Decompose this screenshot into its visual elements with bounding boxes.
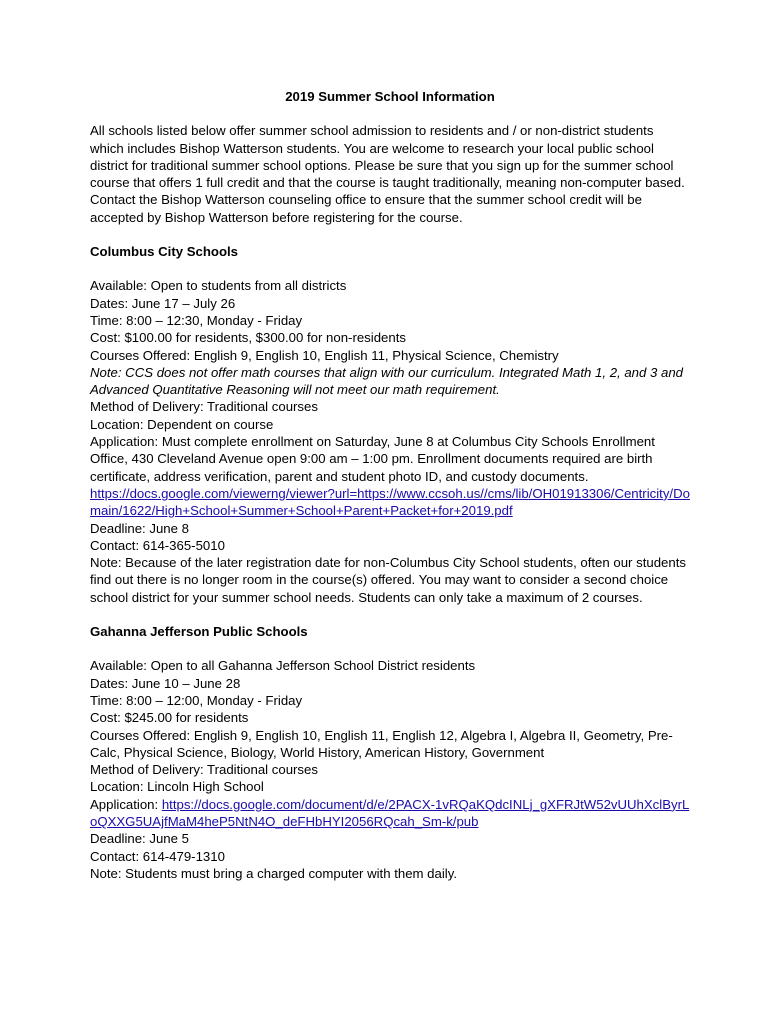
gahanna-time: Time: 8:00 – 12:00, Monday - Friday (90, 692, 303, 708)
columbus-math-note: Note: CCS does not offer math courses that align with our curriculum. Integrated Math 1, 2, and 3 and Advanced Quantitative Reasoning will not meet our math requirement. (90, 364, 684, 398)
section-heading-gahanna: Gahanna Jefferson Public Schools (90, 624, 308, 640)
columbus-time: Time: 8:00 – 12:30, Monday - Friday (90, 312, 303, 328)
document-page (90, 88, 690, 882)
columbus-application: Application: Must complete enrollment on Saturday, June 8 at Columbus City Schools Enrollment Office, 430 Cleveland Avenue open 9:00 am – 1:00 pm. Enrollment documents required are birth certificate, address verification, parent and student photo ID, and custody documents. (90, 434, 655, 484)
gahanna-deadline: Deadline: June 5 (90, 831, 189, 847)
section-gahanna (90, 623, 690, 882)
page-title: 2019 Summer School Information (285, 89, 495, 104)
gahanna-location: Location: Lincoln High School (90, 779, 264, 795)
gahanna-note: Note: Students must bring a charged computer with them daily. (90, 865, 457, 881)
section-columbus (90, 243, 690, 606)
intro-paragraph: All schools listed below offer summer school admission to residents and / or non-district students which includes Bishop Watterson students. You are welcome to research your local public school district for traditional summer school options. Please be sure that you sign up for the summer school course that offers 1 full credit and that the course is taught traditionally, meaning non-computer based. Contact the Bishop Watterson counseling office to ensure that the summer school credit will be accepted by Bishop Watterson before registering for the course. (90, 123, 685, 225)
columbus-dates: Dates: June 17 – July 26 (90, 295, 236, 311)
gahanna-contact: Contact: 614-479-1310 (90, 848, 225, 864)
gahanna-courses: Courses Offered: English 9, English 10, English 11, English 12, Algebra I, Algebra II, Geometry, Pre-Calc, Physical Science, Biology, World History, American History, Government (90, 727, 673, 760)
columbus-available: Available: Open to students from all districts (90, 278, 347, 294)
columbus-cost: Cost: $100.00 for residents, $300.00 for non-residents (90, 330, 406, 346)
columbus-courses: Courses Offered: English 9, English 10, English 11, Physical Science, Chemistry (90, 347, 559, 363)
gahanna-application-label: Application: (90, 796, 162, 812)
gahanna-method: Method of Delivery: Traditional courses (90, 762, 318, 778)
gahanna-available: Available: Open to all Gahanna Jefferson School District residents (90, 658, 476, 674)
columbus-packet-link[interactable]: https://docs.google.com/viewerng/viewer?url=https://www.ccsoh.us//cms/lib/OH01913306/Centricity/Domain/1622/High+School+Summer+School+Parent+Packet+for+2019.pdf (90, 485, 690, 519)
gahanna-cost: Cost: $245.00 for residents (90, 710, 249, 726)
columbus-location: Location: Dependent on course (90, 416, 274, 432)
gahanna-application-link[interactable]: https://docs.google.com/document/d/e/2PACX-1vRQaKQdcINLj_gXFRJtW52vUUhXclByrLoQXXG5UAjfMaM4heP5NtN4O_deFHbHYI2056RQcah_Sm-k/pub (90, 796, 690, 829)
section-heading-columbus: Columbus City Schools (90, 244, 239, 260)
columbus-deadline: Deadline: June 8 (90, 520, 189, 536)
columbus-method: Method of Delivery: Traditional courses (90, 399, 318, 415)
columbus-note: Note: Because of the later registration date for non-Columbus City School students, often our students find out there is no longer room in the course(s) offered. You may want to consider a second choice school district for your summer school needs. Students can only take a maximum of 2 courses. (90, 555, 686, 605)
columbus-contact: Contact: 614-365-5010 (90, 537, 225, 553)
gahanna-application (90, 796, 690, 831)
gahanna-dates: Dates: June 10 – June 28 (90, 675, 241, 691)
